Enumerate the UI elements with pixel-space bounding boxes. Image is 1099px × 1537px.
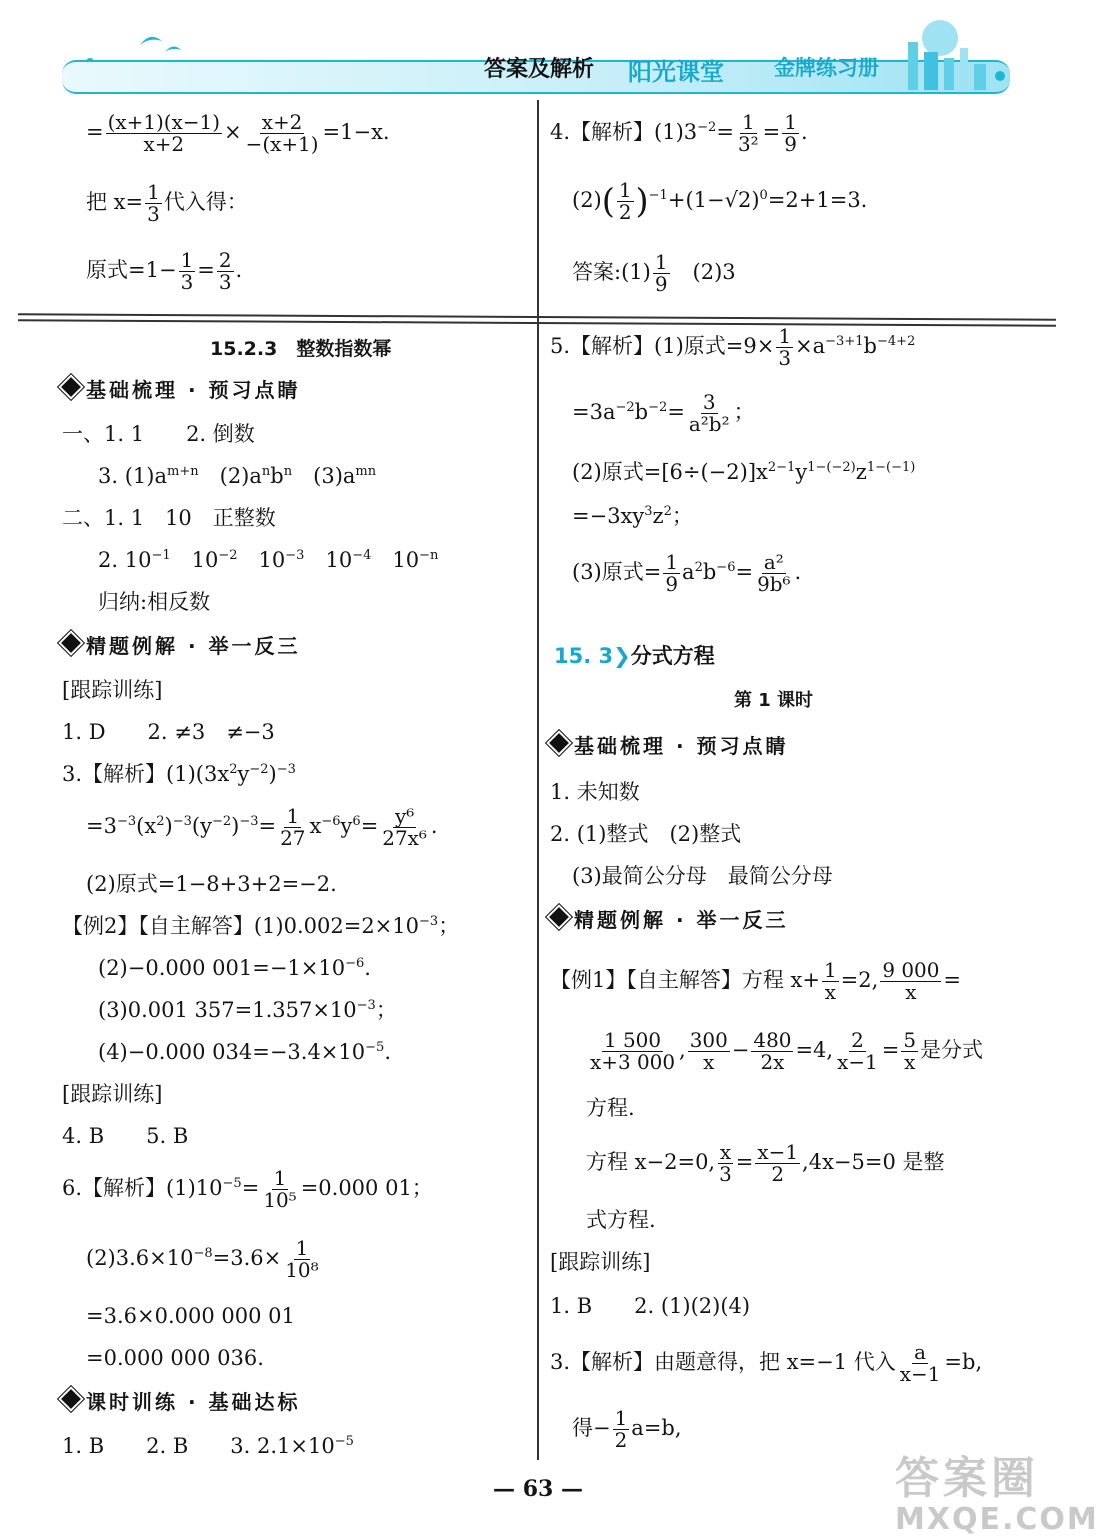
- section-heading-class-training: 课时训练 · 基础达标: [62, 1390, 301, 1414]
- diamond-bullet-icon: [58, 630, 83, 655]
- answer-line: 一、1. 1 2. 倒数: [62, 422, 255, 446]
- solution-line: (2)原式$=[6\div(-2)]x^{2-1}y^{1-(-2)}z^{1-(-1)}$: [572, 460, 916, 484]
- watermark-logo: 答案圈 MXQE.COM: [895, 1453, 1099, 1537]
- section-title-15-3: 15. 3❯分式方程: [554, 644, 715, 668]
- diamond-bullet-icon: [58, 1386, 83, 1411]
- example-solution-line: 式方程.: [586, 1208, 656, 1232]
- example-solution-line: $\frac{1 500}{x+3 000}$ , $\frac{300}{x}$ − $\frac{480}{2x}$ =4, $\frac{2}{x-1}$ = $\frac{5}{x}$ 是分式: [590, 1028, 984, 1074]
- example-solution-line: (2)−0.000 $001=-1\times 10^{-6}$.: [98, 956, 371, 980]
- solution-line: 4.【解析】$(1)3^{-2}=$ $\frac{1}{\text{3²}}$ = $\frac{1}{9}$ .: [550, 110, 808, 156]
- header-series: 金牌练习册: [774, 56, 879, 80]
- solution-line: $=3a^{-2}b^{-2}=$ $\frac{3}{\text{a²b²}}$ ；: [572, 390, 755, 436]
- answer-line: 1. D 2. ≠3 ≠−3: [62, 720, 275, 744]
- chevron-right-icon: ❯: [613, 644, 631, 668]
- answer-line: 1. B 2. (1)(2)(4): [550, 1294, 751, 1318]
- tracking-practice-label: [跟踪训练]: [62, 1082, 163, 1106]
- solution-line: 得− $\frac{1}{2}$ a=b,: [572, 1406, 682, 1452]
- solution-line: 3.【解析】$(1)(3x^2y^{-2})^{-3}$: [62, 762, 296, 786]
- solution-line: (2)( $\frac{1}{2}$ )$^{-1}+(1-√2)^0=2+1=3$.: [572, 178, 868, 224]
- left-line-3: 原式=1− $\frac{1}{3}$ = $\frac{2}{3}$ .: [86, 248, 243, 294]
- solution-line: $=-3xy^3z^2$；: [572, 504, 693, 528]
- solution-line: $=3^{-3}(x^2)^{-3}(y^{-2})^{-3}=$ $\frac{1}{27}$ $x^{-6}y^6=$ $\frac{\text{y⁶}}{\text{27x⁶}}$ .: [86, 804, 438, 850]
- solution-line: =0.000 000 036.: [86, 1346, 264, 1370]
- column-divider: [537, 100, 539, 1460]
- solution-line: 3.【解析】由题意得，把 x=−1 代入 $\frac{a}{x-1}$ =b,: [550, 1340, 983, 1386]
- page-number: — 63 —: [493, 1476, 583, 1502]
- solution-line: $(2)3.6\times 10^{-8}=3.6\times$ $\frac{1}{\text{10⁸}}$: [86, 1236, 319, 1282]
- answer-line: 1. B 2. B 3. $2.1\times 10^{-5}$: [62, 1434, 354, 1458]
- answer-line: 4. B 5. B: [62, 1124, 189, 1148]
- example-solution-line: 【例2】【自主解答】$(1)0.002=2\times 10^{-3}$；: [62, 914, 460, 938]
- answer-line: 2. (1)整式 (2)整式: [550, 822, 742, 846]
- tracking-practice-label: [跟踪训练]: [550, 1250, 651, 1274]
- diamond-bullet-icon: [58, 374, 83, 399]
- left-line-2: 把 x= $\frac{1}{3}$ 代入得：: [86, 180, 248, 226]
- section-title-15-2-3: 15.2.3 整数指数幂: [210, 338, 392, 360]
- section-heading-basics: 基础梳理 · 预习点睛: [62, 378, 301, 402]
- header-brand: 阳光课堂: [628, 58, 724, 86]
- answer-line: (3)最简公分母 最简公分母: [572, 864, 833, 888]
- section-heading-examples: 精题例解 · 举一反三: [550, 908, 789, 932]
- example-solution-line: (3)0.001 $357=1.357\times 10^{-3}$；: [98, 998, 397, 1022]
- lesson-label: 第 1 课时: [734, 690, 814, 711]
- section-heading-basics: 基础梳理 · 预习点睛: [550, 734, 789, 758]
- solution-line: =3.6×0.000 000 01: [86, 1304, 295, 1328]
- answer-line: 2. $10^{-1}$ $10^{-2}$ $10^{-3}$ $10^{-4}$ $10^{-n}$: [98, 548, 439, 572]
- answer-line: 3. $(1)a^{m+n}$ $(2)a^nb^n$ $(3)a^{mn}$: [98, 464, 377, 488]
- example-solution-line: (4)−0.000 $034=-3.4\times 10^{-5}$.: [98, 1040, 391, 1064]
- answer-line: 答案:(1) $\frac{1}{9}$ (2)3: [572, 250, 736, 296]
- answer-line: 1. 未知数: [550, 780, 640, 804]
- header-title: 答案及解析: [484, 56, 595, 82]
- solution-line: 5.【解析】(1)原式=9× $\frac{1}{3}$ $\times a^{-3+1}b^{-4+2}$: [550, 324, 916, 370]
- left-line-1: = $\frac{(x+1)(x-1)}{x+2}$ × $\frac{x+2}{-(x+1)}$ =1−x.: [86, 110, 390, 156]
- example-solution-line: 方程.: [586, 1096, 635, 1120]
- solution-line: (2)原式=1−8+3+2=−2.: [86, 872, 337, 896]
- example-solution-line: 方程 x−2=0, $\frac{x}{3}$ = $\frac{x-1}{2}$ ,4x−5=0 是整: [586, 1140, 945, 1186]
- example-solution-line: 【例1】【自主解答】方程 x+ $\frac{1}{x}$ =2, $\frac{9 000}{x}$ =: [550, 958, 961, 1004]
- diamond-bullet-icon: [546, 730, 571, 755]
- city-skyline-decoration: [880, 8, 1010, 94]
- summary-line: 归纳:相反数: [98, 590, 211, 614]
- tracking-practice-label: [跟踪训练]: [62, 678, 163, 702]
- section-heading-examples: 精题例解 · 举一反三: [62, 634, 301, 658]
- solution-line: 6.【解析】$(1)10^{-5}=$ $\frac{1}{\text{10⁵}}$ =0.000 01；: [62, 1166, 433, 1212]
- answer-line: 二、1. 1 10 正整数: [62, 506, 276, 530]
- solution-line: (3)原式= $\frac{1}{9}$ $a^2b^{-6}=$ $\frac{\text{a²}}{\text{9b⁶}}$ .: [572, 550, 802, 596]
- page-header: [0, 0, 1076, 100]
- diamond-bullet-icon: [546, 904, 571, 929]
